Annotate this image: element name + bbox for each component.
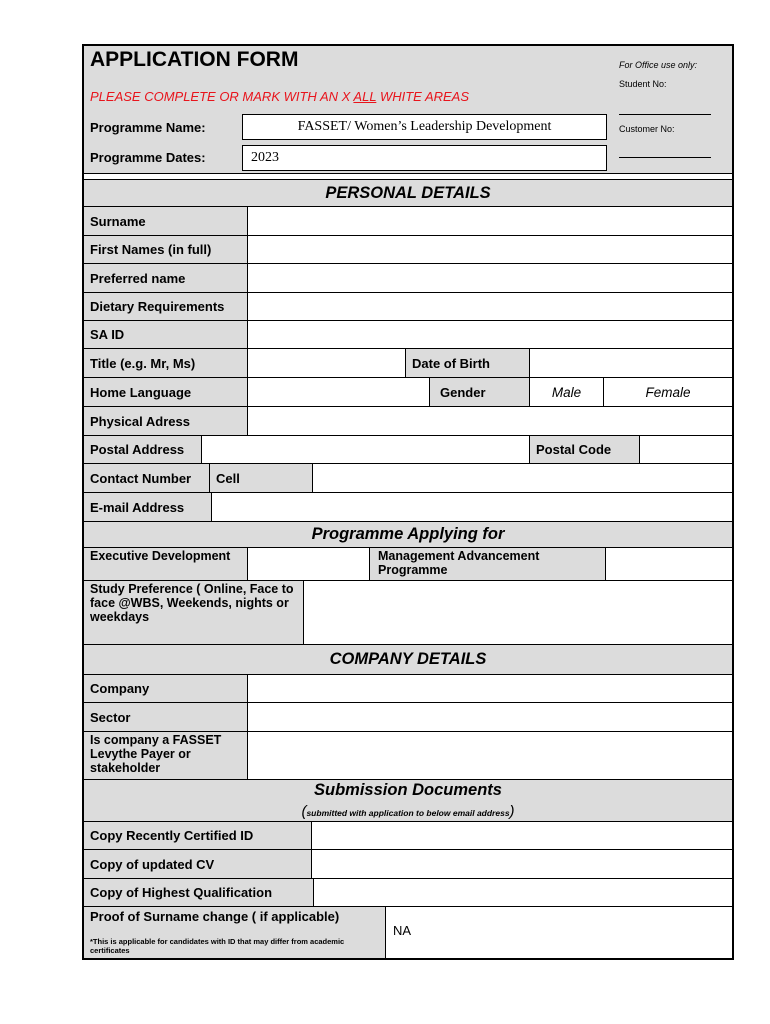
submission-header (84, 780, 732, 822)
surname-change-value: NA (393, 923, 412, 938)
cv-field[interactable] (312, 850, 732, 879)
surname-change-label-cell (84, 907, 386, 958)
fasset-payer-field[interactable] (248, 732, 732, 780)
sa-id-label: SA ID (84, 321, 248, 349)
form-title: APPLICATION FORM (90, 48, 299, 71)
fasset-payer-label: Is company a FASSET Levythe Payer or stakeholder (84, 732, 248, 780)
gender-female-option[interactable]: Female (604, 378, 732, 407)
student-no-line[interactable] (619, 114, 711, 115)
submission-title: Submission Documents (314, 781, 502, 799)
physical-address-label: Physical Adress (84, 407, 248, 436)
student-no-label: Student No: (619, 79, 667, 89)
cv-label: Copy of updated CV (84, 850, 312, 879)
application-form (82, 44, 734, 960)
submission-subtitle: (submitted with application to below email address) (301, 803, 515, 820)
postal-code-label: Postal Code (530, 436, 640, 464)
surname-change-label: Proof of Surname change ( if applicable) (90, 909, 340, 924)
dob-label: Date of Birth (406, 349, 530, 378)
programme-applying-header: Programme Applying for (84, 522, 732, 548)
home-language-label: Home Language (84, 378, 248, 407)
email-field[interactable] (212, 493, 732, 522)
mgmt-adv-label: Management Advancement Programme (370, 548, 606, 581)
home-language-field[interactable] (248, 378, 430, 407)
dietary-label: Dietary Requirements (84, 293, 248, 321)
customer-no-label: Customer No: (619, 124, 675, 134)
preferred-name-field[interactable] (248, 264, 732, 293)
qualification-label: Copy of Highest Qualification (84, 879, 314, 907)
study-pref-label: Study Preference ( Online, Face to face @WBS, Weekends, nights or weekdays (84, 581, 304, 645)
contact-number-field[interactable] (313, 464, 732, 493)
title-field[interactable] (248, 349, 406, 378)
contact-number-label: Contact Number (84, 464, 210, 493)
personal-details-header: PERSONAL DETAILS (84, 179, 732, 207)
programme-dates-label: Programme Dates: (90, 150, 206, 165)
surname-change-note: *This is applicable for candidates with ID that may differ from academic certificates (90, 937, 345, 955)
customer-no-line[interactable] (619, 157, 711, 158)
postal-code-field[interactable] (640, 436, 732, 464)
surname-field[interactable] (248, 207, 732, 236)
form-instruction: PLEASE COMPLETE OR MARK WITH AN X ALL WHITE AREAS (90, 89, 470, 104)
study-pref-field[interactable] (304, 581, 732, 645)
cell-label: Cell (210, 464, 313, 493)
postal-address-label: Postal Address (84, 436, 202, 464)
surname-change-field[interactable] (386, 907, 732, 958)
dietary-field[interactable] (248, 293, 732, 321)
surname-label: Surname (84, 207, 248, 236)
programme-name-label: Programme Name: (90, 120, 206, 135)
dob-field[interactable] (530, 349, 732, 378)
programme-name-field[interactable]: FASSET/ Women’s Leadership Development (242, 114, 607, 140)
mgmt-adv-field[interactable] (606, 548, 732, 581)
company-label: Company (84, 675, 248, 703)
company-field[interactable] (248, 675, 732, 703)
physical-address-field[interactable] (248, 407, 732, 436)
gender-label: Gender (430, 378, 530, 407)
qualification-field[interactable] (314, 879, 732, 907)
sector-field[interactable] (248, 703, 732, 732)
postal-address-field[interactable] (202, 436, 530, 464)
certified-id-field[interactable] (312, 822, 732, 850)
exec-dev-label: Executive Development (84, 548, 248, 581)
sa-id-field[interactable] (248, 321, 732, 349)
title-label: Title (e.g. Mr, Ms) (84, 349, 248, 378)
sector-label: Sector (84, 703, 248, 732)
certified-id-label: Copy Recently Certified ID (84, 822, 312, 850)
programme-dates-field[interactable]: 2023 (242, 145, 607, 171)
exec-dev-field[interactable] (248, 548, 370, 581)
company-details-header: COMPANY DETAILS (84, 645, 732, 675)
first-names-label: First Names (in full) (84, 236, 248, 264)
office-use-label: For Office use only: (619, 60, 698, 70)
first-names-field[interactable] (248, 236, 732, 264)
email-label: E-mail Address (84, 493, 212, 522)
preferred-name-label: Preferred name (84, 264, 248, 293)
gender-male-option[interactable]: Male (530, 378, 604, 407)
